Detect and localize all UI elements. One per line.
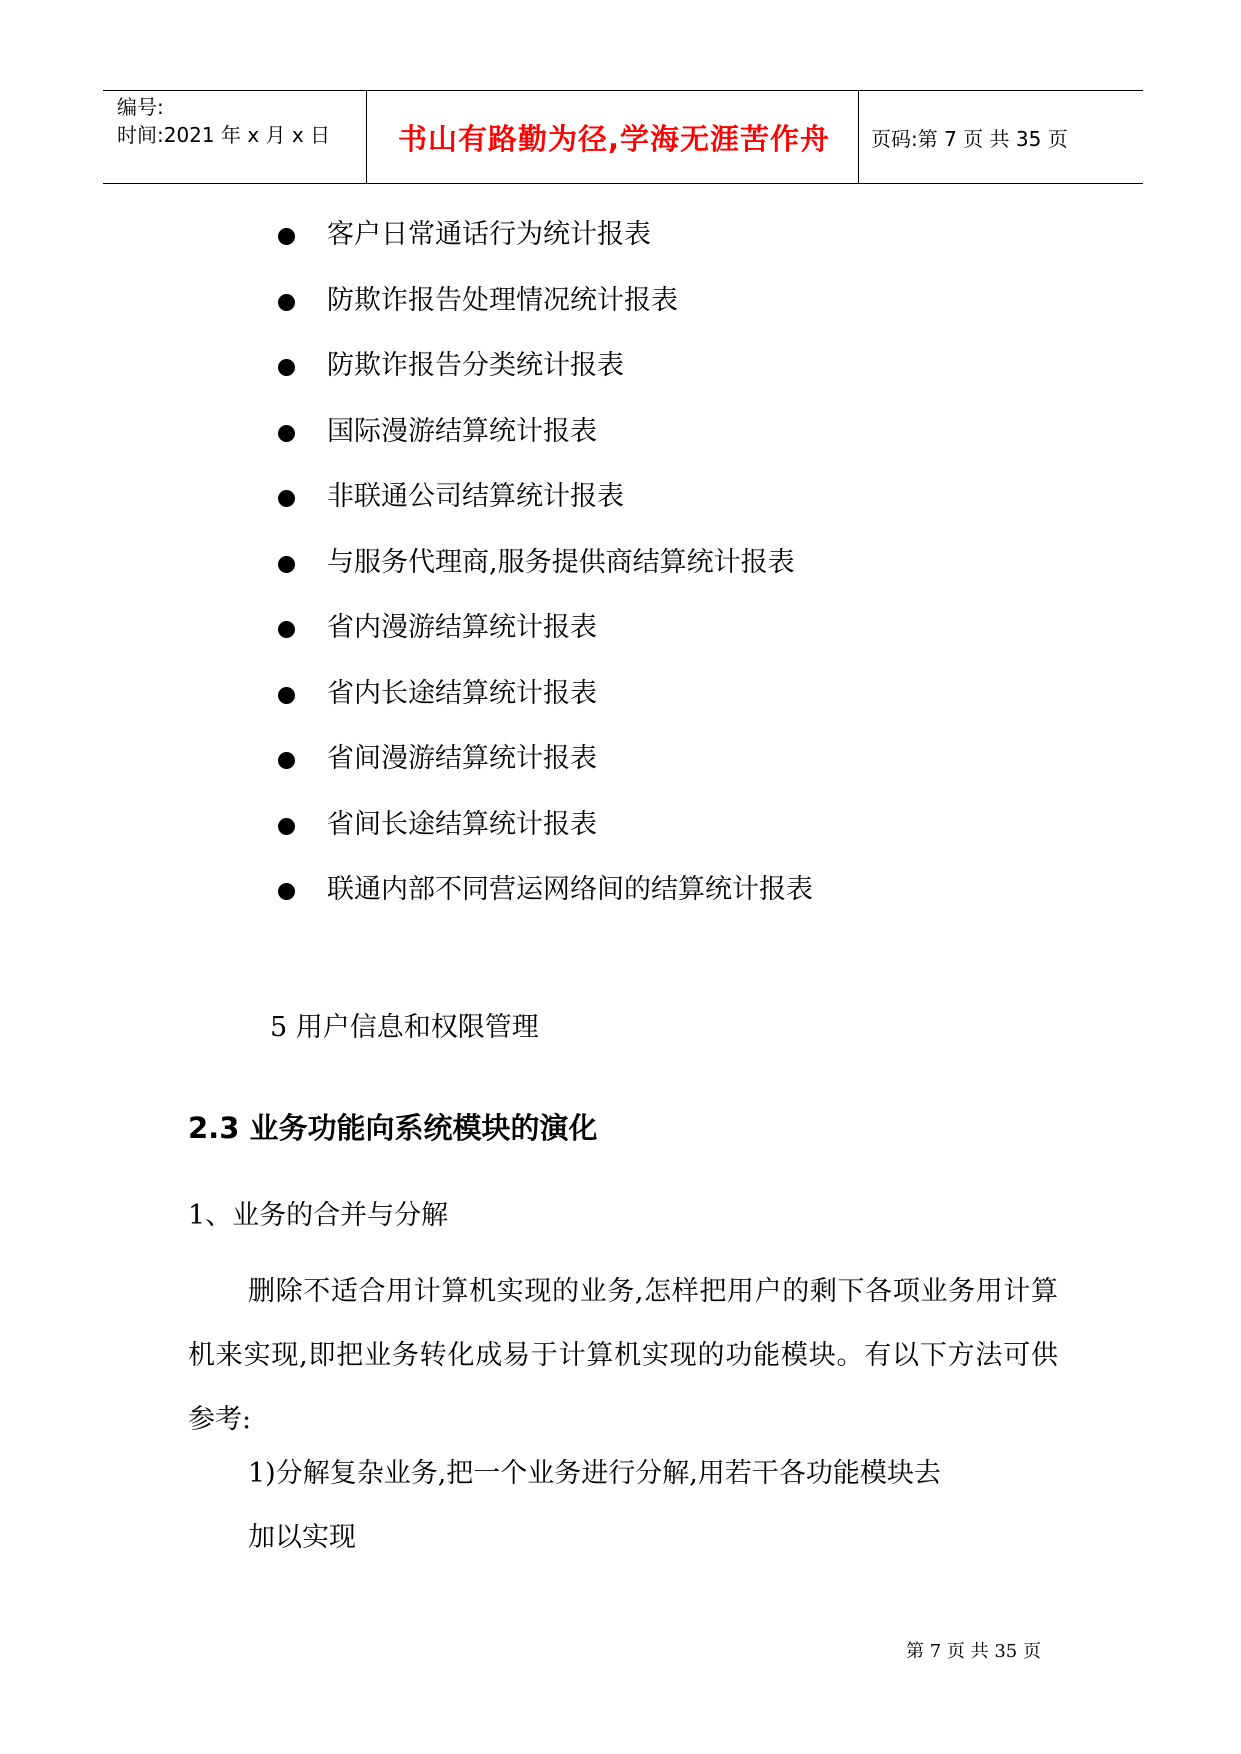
bullet-icon [278,294,295,311]
list-item-text: 非联通公司结算统计报表 [327,481,624,512]
list-item-text: 省间漫游结算统计报表 [327,743,597,774]
bullet-icon [278,752,295,769]
list-item-text: 省内漫游结算统计报表 [327,612,597,643]
document-number-label: 编号: [117,95,164,119]
bullet-icon [278,818,295,835]
header-divider-left [366,91,367,183]
subheading: 1、业务的合并与分解 [188,1200,449,1231]
bullet-icon [278,228,295,245]
body-paragraph: 删除不适合用计算机实现的业务,怎样把用户的剩下各项业务用计算机来实现,即把业务转化成易于计算机实现的功能模块。有以下方法可供参考: [188,1276,1058,1435]
page-footer: 第 7 页 共 35 页 [906,1641,1041,1662]
bullet-icon [278,359,295,376]
bullet-icon [278,425,295,442]
bullet-icon [278,490,295,507]
header-page-info: 页码:第 7 页 共 35 页 [871,126,1068,151]
document-time-label: 时间:2021 年 x 月 x 日 [117,123,331,147]
header-divider-right [858,91,859,183]
list-item-text: 与服务代理商,服务提供商结算统计报表 [327,546,795,578]
item-5-title: 5 用户信息和权限管理 [270,1012,539,1043]
bullet-icon [278,621,295,638]
bullet-icon [278,883,295,900]
list-item-text: 国际漫游结算统计报表 [327,415,597,447]
section-heading: 2.3 业务功能向系统模块的演化 [188,1111,598,1145]
page-header [103,90,1143,184]
method-1-line-2: 加以实现 [248,1522,356,1553]
list-item-text: 省内长途结算统计报表 [327,677,597,709]
header-motto: 书山有路勤为径,学海无涯苦作舟 [397,121,831,156]
list-item-text: 联通内部不同营运网络间的结算统计报表 [327,874,813,905]
header-meta [117,93,330,149]
bullet-icon [278,556,295,573]
list-item-text: 省间长途结算统计报表 [327,808,597,840]
list-item-text: 防欺诈报告处理情况统计报表 [327,284,678,316]
list-item-text: 防欺诈报告分类统计报表 [327,350,624,381]
list-item-text: 客户日常通话行为统计报表 [327,219,651,250]
bullet-icon [278,687,295,704]
method-1-line-1: 1)分解复杂业务,把一个业务进行分解,用若干各功能模块去 [248,1458,941,1489]
